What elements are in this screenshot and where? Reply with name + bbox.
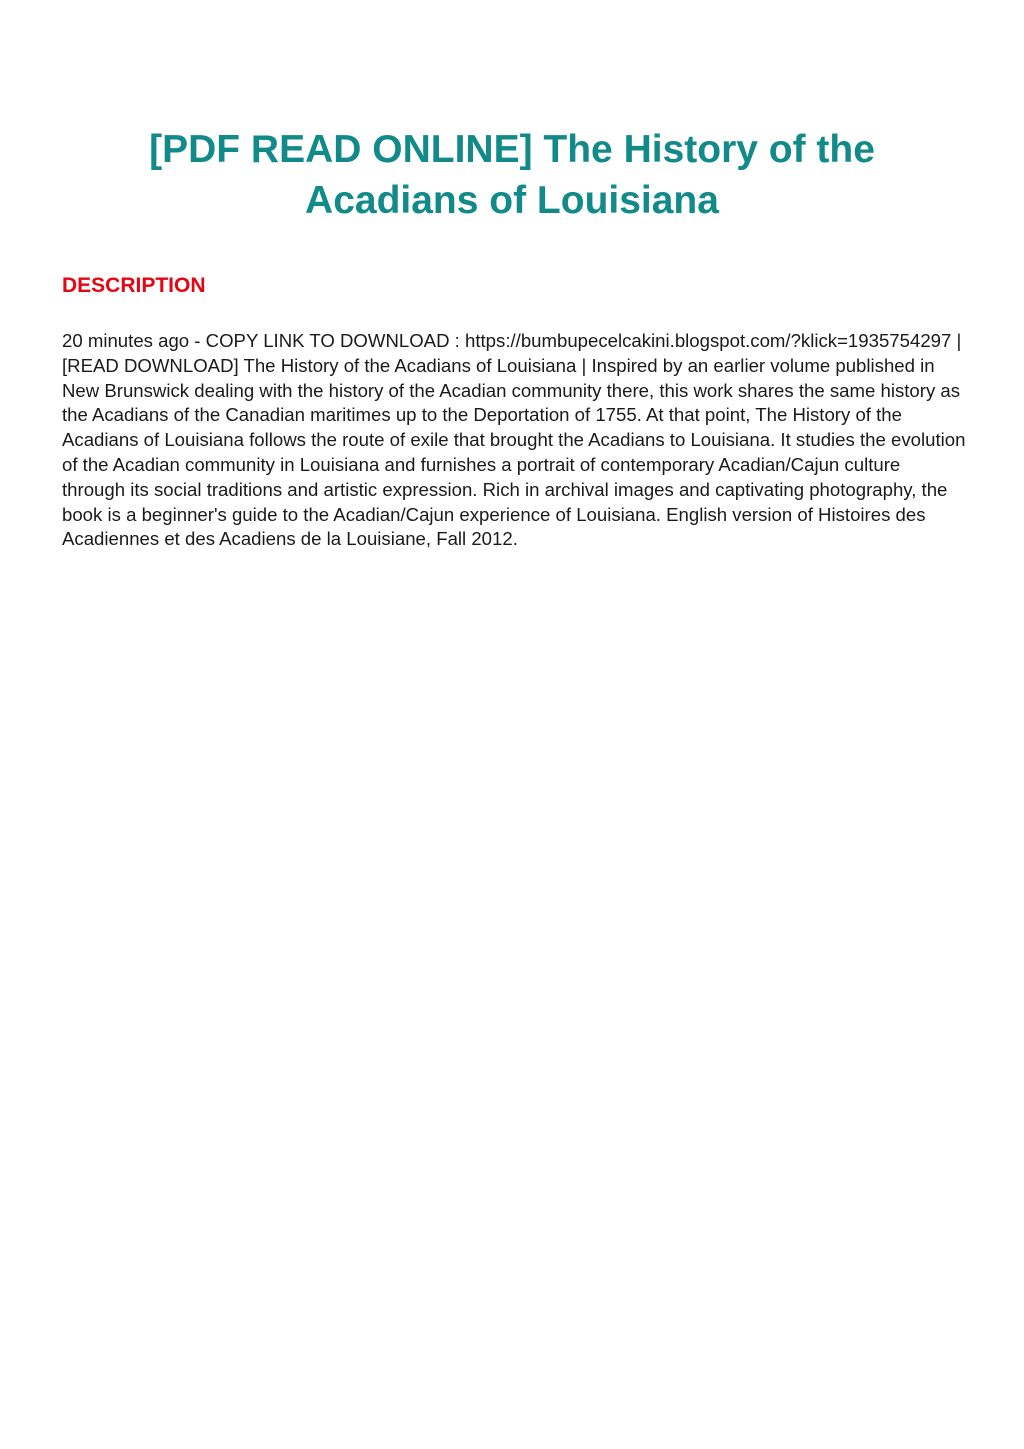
document-title: [PDF READ ONLINE] The History of the Acadians of Louisiana [149,128,875,222]
description-text: 20 minutes ago - COPY LINK TO DOWNLOAD : https://bumbupecelcakini.blogspot.com/?klick=1935754297 | [READ DOWNLOAD] The History of the Acadians of Louisiana | Inspired by an earlier volume published in New Brunswick dealing with the history of the Acadian community there, this work shares the same history as the Acadians of the Canadian maritimes up to the Deportation of 1755. At that point, The History of the Acadians of Louisiana follows the route of exile that brought the Acadians to Louisiana. It studies the evolution of the Acadian community in Louisiana and furnishes a portrait of contemporary Acadian/Cajun culture through its social traditions and artistic expression. Rich in archival images and captivating photography, the book is a beginner's guide to the Acadian/Cajun experience of Louisiana. English version of Histoires des Acadiennes et des Acadiens de la Louisiane, Fall 2012. [62,330,966,550]
description-heading: DESCRIPTION [62,274,206,297]
